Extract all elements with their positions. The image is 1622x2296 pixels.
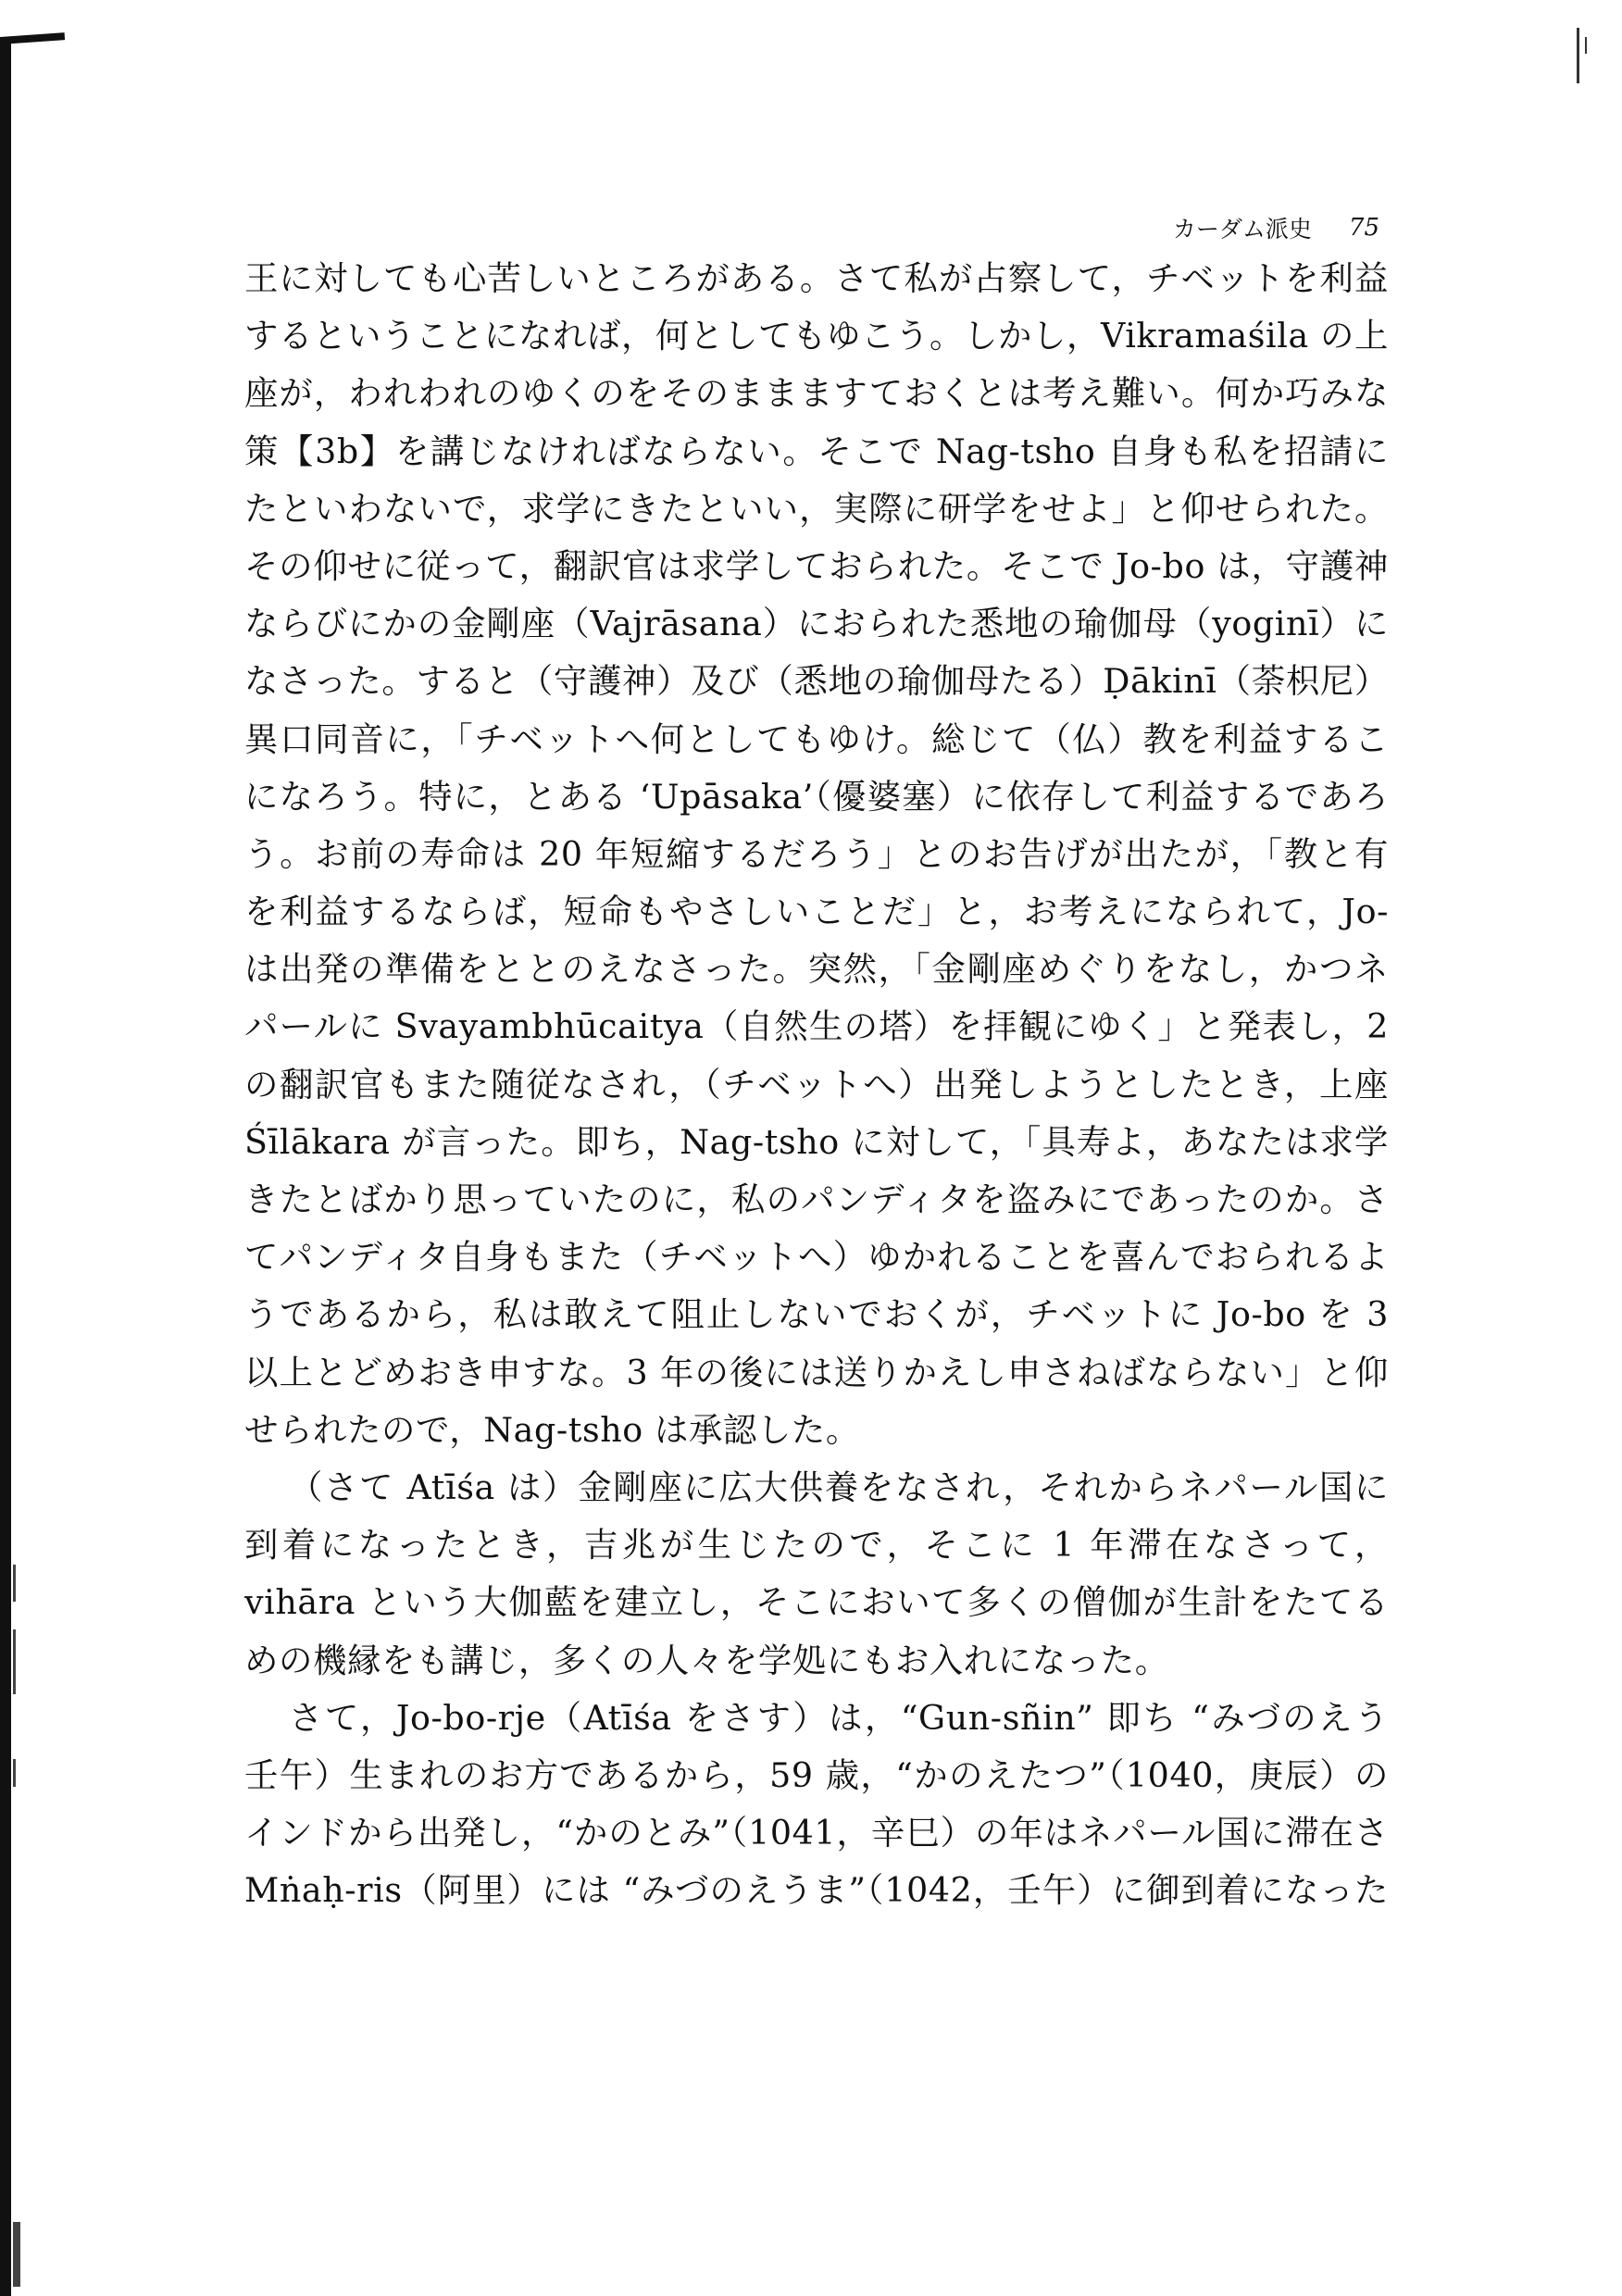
text-line: その仰せに従って，翻訳官は求学しておられた。そこで Jo-bo は，守護神 xyxy=(244,545,1389,586)
scan-mark xyxy=(1585,37,1587,54)
page-number: 75 xyxy=(1348,214,1379,242)
scan-speck xyxy=(13,1759,16,1787)
text-line: なさった。すると（守護神）及び（悉地の瑜伽母たる）Ḍākinī（荼枳尼） xyxy=(244,661,1389,702)
text-line: 座が，われわれのゆくのをそのままますておくとは考え難い。何か巧みな xyxy=(244,373,1389,414)
text-line: せられたので，Nag-tsho は承認した。 xyxy=(244,1409,860,1450)
body-text xyxy=(244,250,1389,1919)
text-line: 策【3b】を講じなければならない。そこで Nag-tsho 自身も私を招請に xyxy=(244,430,1389,471)
text-line: 壬午）生まれのお方であるから，59 歳，“かのえたつ”（1040，庚辰）の xyxy=(244,1754,1389,1795)
text-line: するということになれば，何としてもゆこう。しかし，Vikramaśila の上 xyxy=(244,316,1389,356)
text-line: を利益するならば，短命もやさしいことだ」と，お考えになられて，Jo- xyxy=(244,892,1389,932)
scan-speck xyxy=(13,2222,20,2287)
running-head xyxy=(1083,209,1379,246)
scan-binding-shadow xyxy=(0,37,11,2296)
text-line: ならびにかの金剛座（Vajrāsana）におられた悉地の瑜伽母（yoginī）に xyxy=(244,604,1389,644)
running-title: カーダム派史 xyxy=(1172,216,1312,243)
text-line: きたとばかり思っていたのに，私のパンディタを盗みにであったのか。さ xyxy=(244,1179,1389,1219)
text-line: インドから出発し，“かのとみ”（1041，辛巳）の年はネパール国に滞在さ xyxy=(244,1813,1389,1853)
text-line: たといわないで，求学にきたといい，実際に研学をせよ」と仰せられた。 xyxy=(244,488,1389,529)
scan-mark xyxy=(1577,28,1579,83)
text-line: 到着になったとき，吉兆が生じたので，そこに 1 年滞在なさって， xyxy=(244,1525,1389,1566)
scan-speck xyxy=(13,1565,16,1602)
text-line: になろう。特に，とある ‘Upāsaka’（優婆塞）に依存して利益するであろ xyxy=(244,776,1389,817)
text-line: 王に対しても心苦しいところがある。さて私が占察して，チベットを利益 xyxy=(244,258,1389,298)
scan-speck xyxy=(13,1629,16,1694)
text-line: さて，Jo-bo-rje（Atīśa をさす）は，“Gun-sñin” 即ち “みづのえう xyxy=(289,1697,1389,1738)
text-line: vihāra という大伽藍を建立し，そこにおいて多くの僧伽が生計をたてる xyxy=(244,1582,1389,1623)
text-line: 異口同音に，「チベットへ何としてもゆけ。総じて（仏）教を利益するこ xyxy=(244,718,1389,759)
text-line: めの機縁をも講じ，多くの人々を学処にもお入れになった。 xyxy=(244,1640,1169,1680)
text-line: は出発の準備をととのえなさった。突然，「金剛座めぐりをなし，かつネ xyxy=(244,949,1389,990)
text-line: う。お前の寿命は 20 年短縮するだろう」とのお告げが出たが，「教と有 xyxy=(244,833,1389,874)
text-line: てパンディタ自身もまた（チベットへ）ゆかれることを喜んでおられるよ xyxy=(244,1237,1389,1278)
text-line: パールに Svayambhūcaitya（自然生の塔）を拝観にゆく」と発表し，2 xyxy=(244,1006,1389,1047)
text-line: うであるから，私は敢えて阻止しないでおくが，チベットに Jo-bo を 3 xyxy=(244,1294,1389,1335)
text-line: （さて Atīśa は）金剛座に広大供養をなされ，それからネパール国に xyxy=(289,1466,1389,1507)
text-line: 以上とどめおき申すな。3 年の後には送りかえし申さねばならない」と仰 xyxy=(244,1352,1389,1392)
scan-corner-mark xyxy=(0,32,65,44)
text-line: の翻訳官もまた随従なされ，（チベットへ）出発しようとしたとき，上座 xyxy=(244,1064,1389,1104)
text-line: Mṅaḥ-ris（阿里）には “みづのえうま”（1042，壬午）に御到着になった xyxy=(244,1870,1389,1911)
text-line: Śīlākara が言った。即ち，Nag-tsho に対して，「具寿よ，あなたは求学 xyxy=(244,1121,1389,1162)
